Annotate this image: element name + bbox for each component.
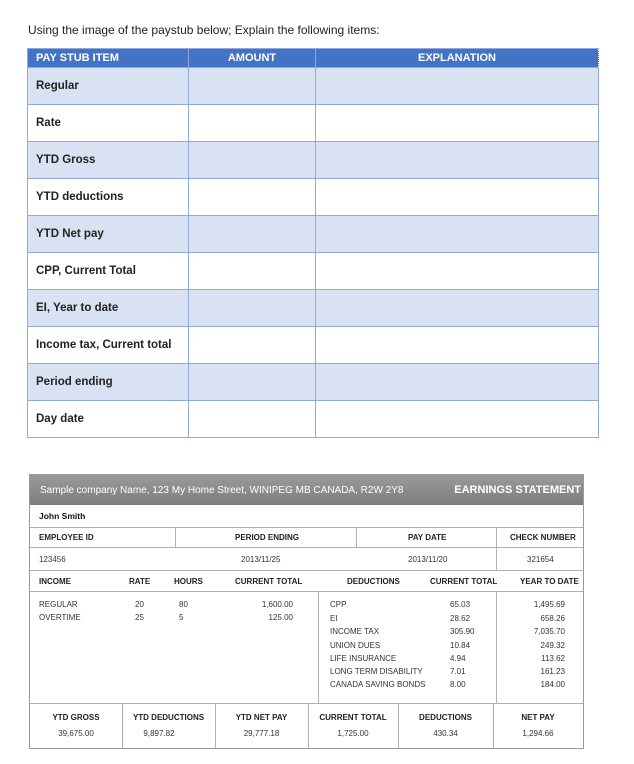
item-label: YTD deductions bbox=[28, 179, 189, 216]
divider bbox=[496, 527, 497, 570]
divider bbox=[318, 591, 319, 703]
worksheet-row bbox=[28, 327, 599, 364]
deduction-name: INCOME TAX bbox=[330, 627, 380, 636]
net-pay-label: NET PAY bbox=[521, 713, 555, 722]
instruction-text: Using the image of the paystub below; Explain the following items: bbox=[28, 23, 380, 37]
explanation-cell[interactable] bbox=[316, 327, 599, 364]
deduction-current: 4.94 bbox=[450, 654, 466, 663]
income-total: 1,600.00 bbox=[261, 600, 293, 609]
explanation-cell[interactable] bbox=[316, 253, 599, 290]
explanation-cell[interactable] bbox=[316, 290, 599, 327]
income-name: OVERTIME bbox=[39, 613, 81, 622]
item-label: Income tax, Current total bbox=[28, 327, 189, 364]
amount-cell[interactable] bbox=[189, 364, 316, 401]
header-amount: AMOUNT bbox=[189, 49, 316, 68]
company-line: Sample company Name, 123 My Home Street, WINIPEG MB CANADA, R2W 2Y8 bbox=[40, 485, 404, 496]
worksheet-row bbox=[28, 142, 599, 179]
statement-title: EARNINGS STATEMENT bbox=[454, 484, 581, 496]
amount-cell[interactable] bbox=[189, 401, 316, 438]
worksheet-row bbox=[28, 290, 599, 327]
pay-date-label: PAY DATE bbox=[408, 533, 447, 542]
period-ending-value: 2013/11/25 bbox=[241, 555, 281, 564]
worksheet-row bbox=[28, 364, 599, 401]
worksheet-row bbox=[28, 105, 599, 142]
divider bbox=[356, 527, 357, 547]
item-label: Rate bbox=[28, 105, 189, 142]
divider bbox=[308, 703, 309, 748]
worksheet-row bbox=[28, 401, 599, 438]
deductions-total-value: 430.34 bbox=[433, 729, 458, 738]
explanation-cell[interactable] bbox=[316, 68, 599, 105]
income-hours: 5 bbox=[179, 613, 184, 622]
amount-cell[interactable] bbox=[189, 142, 316, 179]
worksheet-header-row bbox=[28, 49, 599, 68]
divider bbox=[30, 527, 583, 528]
item-label: Day date bbox=[28, 401, 189, 438]
explanation-cell[interactable] bbox=[316, 216, 599, 253]
header-pay-stub-item: PAY STUB ITEM bbox=[28, 49, 189, 68]
divider bbox=[30, 591, 583, 592]
employee-id-value: 123456 bbox=[39, 555, 66, 564]
worksheet-row bbox=[28, 216, 599, 253]
explanation-cell[interactable] bbox=[316, 179, 599, 216]
current-total-label: CURRENT TOTAL bbox=[319, 713, 387, 722]
ytd-deductions-label: YTD DEDUCTIONS bbox=[132, 713, 205, 722]
item-label: Regular bbox=[28, 68, 189, 105]
ytd-net-pay-label: YTD NET PAY bbox=[235, 713, 288, 722]
employee-id-label: EMPLOYEE ID bbox=[39, 533, 94, 542]
worksheet-row bbox=[28, 68, 599, 105]
pay-date-value: 2013/11/20 bbox=[408, 555, 448, 564]
amount-cell[interactable] bbox=[189, 105, 316, 142]
hours-column-header: HOURS bbox=[174, 577, 203, 586]
amount-cell[interactable] bbox=[189, 327, 316, 364]
ytd-deductions-value: 9,897.82 bbox=[143, 729, 175, 738]
explanation-cell[interactable] bbox=[316, 364, 599, 401]
deduction-ytd: 249.32 bbox=[540, 641, 565, 650]
check-number-value: 321654 bbox=[527, 555, 554, 564]
period-ending-label: PERIOD ENDING bbox=[235, 533, 300, 542]
divider bbox=[122, 703, 123, 748]
item-label: CPP, Current Total bbox=[28, 253, 189, 290]
divider bbox=[215, 703, 216, 748]
deduction-name: CANADA SAVING BONDS bbox=[330, 680, 426, 689]
item-label: EI, Year to date bbox=[28, 290, 189, 327]
explanation-cell[interactable] bbox=[316, 401, 599, 438]
explanation-cell[interactable] bbox=[316, 142, 599, 179]
amount-cell[interactable] bbox=[189, 216, 316, 253]
deduction-name: LONG TERM DISABILITY bbox=[330, 667, 423, 676]
divider bbox=[30, 547, 583, 548]
income-column-header: INCOME bbox=[39, 577, 71, 586]
divider bbox=[175, 527, 176, 547]
deduction-current: 28.62 bbox=[450, 614, 471, 623]
ytd-gross-value: 39,675.00 bbox=[58, 729, 94, 738]
deduction-name: LIFE INSURANCE bbox=[330, 654, 397, 663]
rate-column-header: RATE bbox=[129, 577, 151, 586]
deduction-name: UNION DUES bbox=[330, 641, 381, 650]
current-total-column-header: CURRENT TOTAL bbox=[235, 577, 303, 586]
deduction-current: 8.00 bbox=[450, 680, 466, 689]
ytd-gross-label: YTD GROSS bbox=[52, 713, 100, 722]
current-total-value: 1,725.00 bbox=[337, 729, 369, 738]
income-hours: 80 bbox=[179, 600, 188, 609]
ytd-net-pay-value: 29,777.18 bbox=[243, 729, 280, 738]
deduction-ytd: 7,035.70 bbox=[533, 627, 565, 636]
deduction-current: 65.03 bbox=[450, 600, 471, 609]
item-label: YTD Net pay bbox=[28, 216, 189, 253]
income-rate: 20 bbox=[135, 600, 144, 609]
divider bbox=[496, 591, 497, 703]
deductions-column-header: DEDUCTIONS bbox=[347, 577, 400, 586]
check-number-label: CHECK NUMBER bbox=[510, 533, 576, 542]
deduction-name: EI bbox=[330, 614, 338, 623]
divider bbox=[398, 703, 399, 748]
deductions-total-label: DEDUCTIONS bbox=[419, 713, 472, 722]
year-to-date-column-header: YEAR TO DATE bbox=[520, 577, 579, 586]
item-label: Period ending bbox=[28, 364, 189, 401]
paystub-image bbox=[29, 474, 584, 749]
amount-cell[interactable] bbox=[189, 68, 316, 105]
employee-name: John Smith bbox=[39, 511, 86, 521]
divider bbox=[30, 703, 583, 704]
worksheet-row bbox=[28, 253, 599, 290]
deduction-current: 7.01 bbox=[450, 667, 466, 676]
amount-cell[interactable] bbox=[189, 179, 316, 216]
deduction-ytd: 1,495.69 bbox=[533, 600, 565, 609]
amount-cell[interactable] bbox=[189, 253, 316, 290]
deduction-ytd: 658.26 bbox=[540, 614, 565, 623]
income-total: 125.00 bbox=[268, 613, 293, 622]
divider bbox=[30, 570, 583, 571]
divider bbox=[493, 703, 494, 748]
amount-cell[interactable] bbox=[189, 290, 316, 327]
deduction-name: CPP bbox=[330, 600, 347, 609]
header-explanation: EXPLANATION bbox=[316, 49, 599, 68]
deduction-current: 10.84 bbox=[450, 641, 471, 650]
deduction-current: 305.90 bbox=[450, 627, 475, 636]
deduction-current-total-header: CURRENT TOTAL bbox=[430, 577, 498, 586]
income-name: REGULAR bbox=[39, 600, 78, 609]
deduction-ytd: 113.62 bbox=[541, 654, 565, 663]
deduction-ytd: 184.00 bbox=[540, 680, 565, 689]
net-pay-value: 1,294.66 bbox=[522, 729, 554, 738]
explanation-cell[interactable] bbox=[316, 105, 599, 142]
paystub-header bbox=[30, 475, 583, 505]
deduction-ytd: 161.23 bbox=[540, 667, 565, 676]
worksheet-table bbox=[27, 48, 599, 438]
income-rate: 25 bbox=[135, 613, 144, 622]
worksheet-row bbox=[28, 179, 599, 216]
item-label: YTD Gross bbox=[28, 142, 189, 179]
